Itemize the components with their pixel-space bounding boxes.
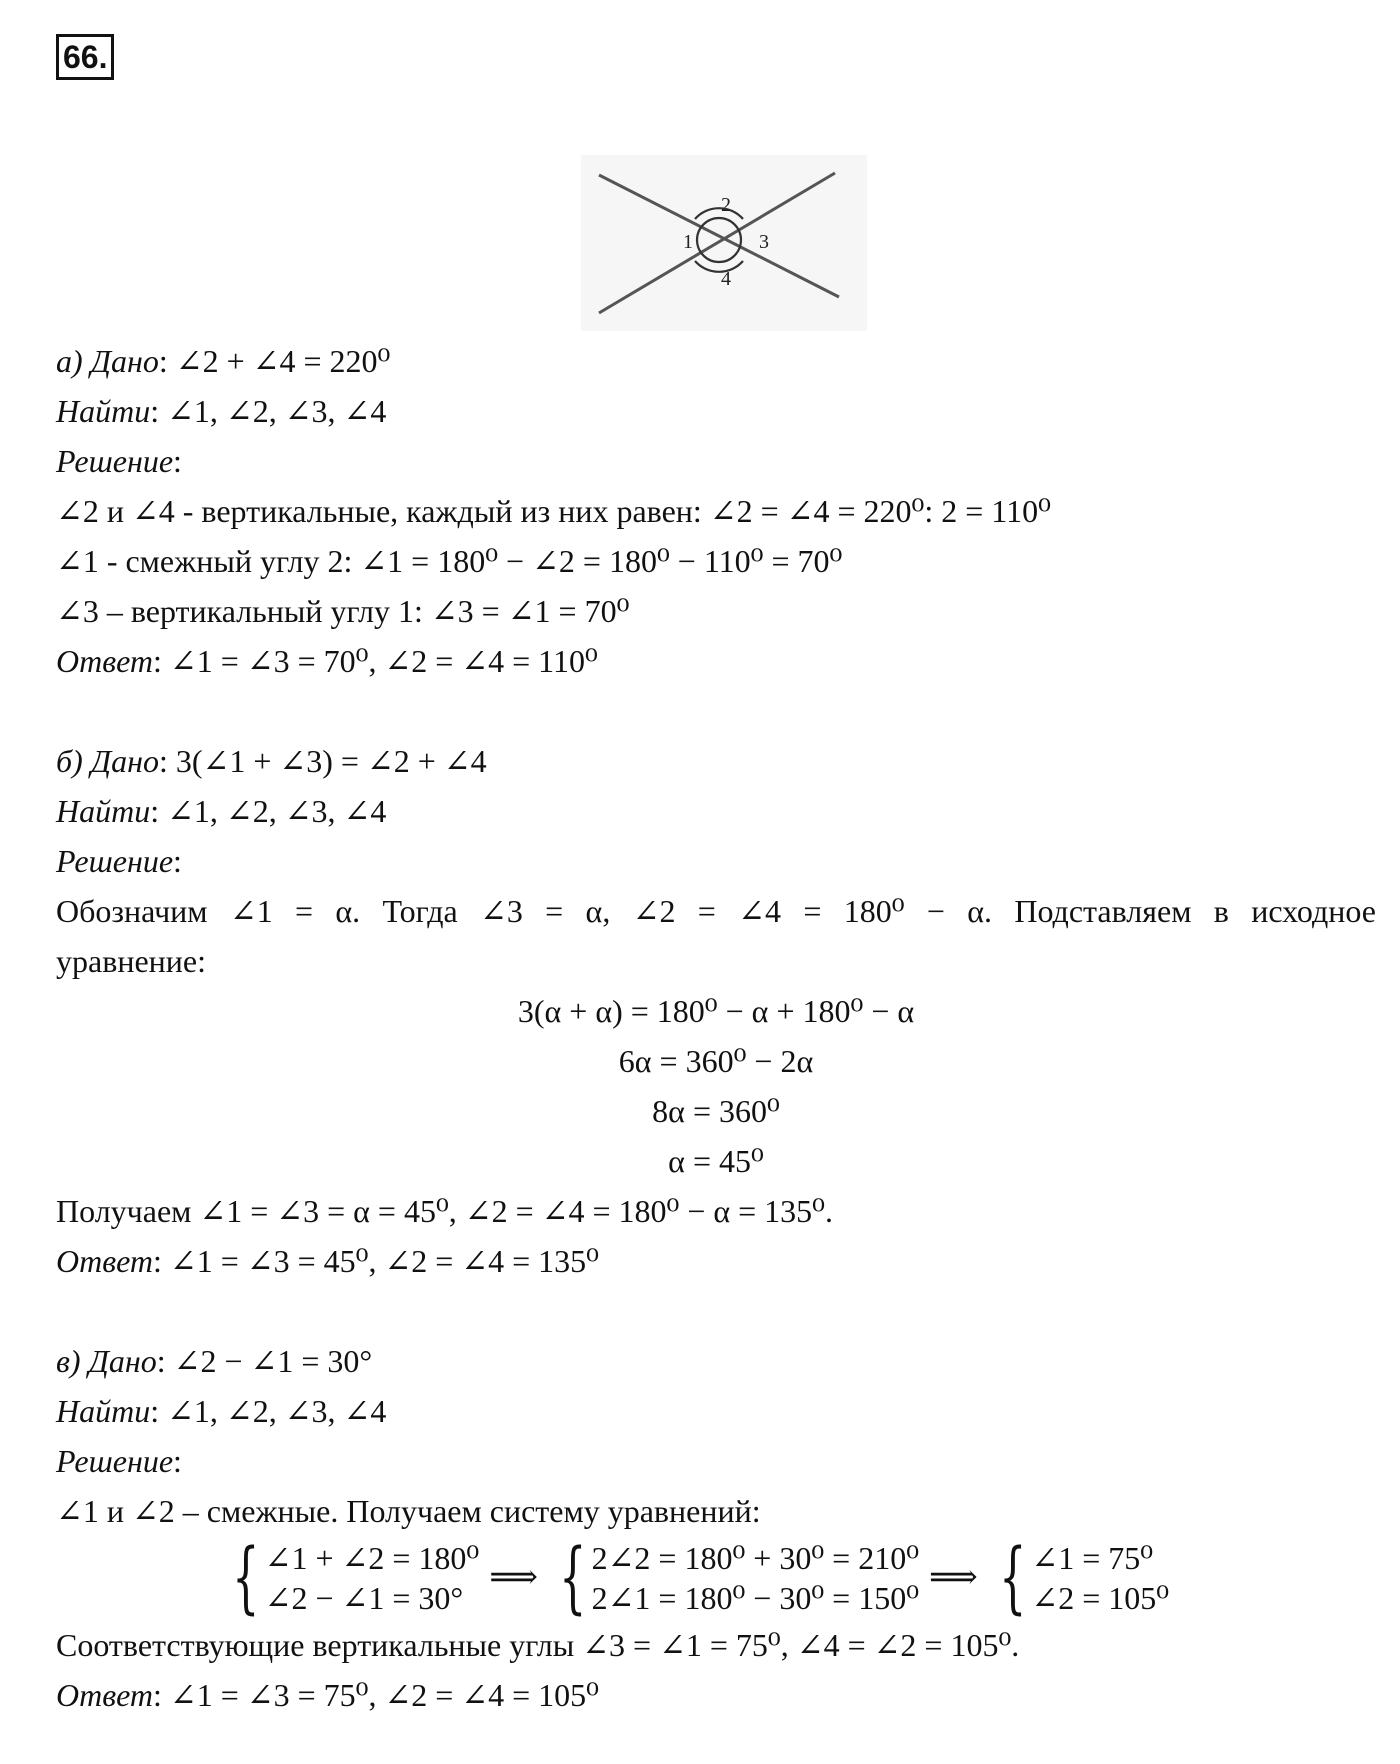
given-label: б) Дано xyxy=(56,743,159,779)
answer-text: : ∠1 = ∠3 = 45⁰, ∠2 = ∠4 = 135⁰ xyxy=(153,1243,599,1279)
part-c xyxy=(56,1336,1376,1720)
given-text: : ∠2 + ∠4 = 220⁰ xyxy=(158,343,391,379)
part-c-answer xyxy=(56,1670,1376,1720)
find-label: Найти xyxy=(56,393,151,429)
part-a-solution-heading xyxy=(56,436,1376,486)
answer-text: : ∠1 = ∠3 = 75⁰, ∠2 = ∠4 = 105⁰ xyxy=(153,1677,599,1713)
part-b-find xyxy=(56,786,1376,836)
part-b-equation-2: 6α = 360⁰ − 2α xyxy=(618,1043,814,1079)
part-b-given xyxy=(56,736,1376,786)
part-b-intro-cont: уравнение: xyxy=(56,943,206,979)
vertical-angles-figure xyxy=(581,155,867,331)
system-1-eq-2: ∠2 − ∠1 = 30° xyxy=(264,1580,464,1616)
part-a xyxy=(56,336,1376,686)
answer-label: Ответ xyxy=(56,643,153,679)
find-text: : ∠1, ∠2, ∠3, ∠4 xyxy=(150,393,387,429)
part-a-find xyxy=(56,386,1376,436)
solution-label: Решение xyxy=(56,443,174,479)
find-text: : ∠1, ∠2, ∠3, ∠4 xyxy=(150,1393,387,1429)
part-b-solution-heading xyxy=(56,836,1376,886)
part-b-equation-1: 3(α + α) = 180⁰ − α + 180⁰ − α xyxy=(517,993,915,1029)
system-2-eq-1: 2∠2 = 180⁰ + 30⁰ = 210⁰ xyxy=(591,1540,920,1576)
part-c-solution-heading xyxy=(56,1436,1376,1486)
part-c-given xyxy=(56,1336,1376,1386)
system-2 xyxy=(592,1538,919,1618)
given-text: : ∠2 − ∠1 = 30° xyxy=(156,1343,373,1379)
part-c-result: Соответствующие вертикальные углы ∠3 = ∠1 = 75⁰, ∠4 = ∠2 = 105⁰. xyxy=(56,1627,1020,1663)
system-3 xyxy=(1031,1538,1169,1618)
part-a-step-3: ∠3 – вертикальный углу 1: ∠3 = ∠1 = 70⁰ xyxy=(56,593,630,629)
system-3-eq-1: ∠1 = 75⁰ xyxy=(1031,1540,1154,1576)
part-a-given xyxy=(56,336,1376,386)
left-brace: { xyxy=(559,1533,587,1623)
part-a-answer xyxy=(56,636,1376,686)
part-b xyxy=(56,736,1376,1286)
solution-label: Решение xyxy=(56,1443,174,1479)
part-b-answer xyxy=(56,1236,1376,1286)
find-label: Найти xyxy=(56,1393,151,1429)
solution-colon: : xyxy=(173,843,182,879)
part-b-result: Получаем ∠1 = ∠3 = α = 45⁰, ∠2 = ∠4 = 180⁰ − α = 135⁰. xyxy=(56,1193,833,1229)
part-b-equation-3: 8α = 360⁰ xyxy=(652,1093,780,1129)
system-3-eq-2: ∠2 = 105⁰ xyxy=(1031,1580,1170,1616)
find-text: : ∠1, ∠2, ∠3, ∠4 xyxy=(150,793,387,829)
answer-label: Ответ xyxy=(56,1677,153,1713)
implies-arrow: ⟹ xyxy=(929,1559,978,1596)
given-label: а) Дано xyxy=(56,343,159,379)
angle-label-2: 2 xyxy=(721,194,731,216)
part-a-step-1: ∠2 и ∠4 - вертикальные, каждый из них равен: ∠2 = ∠4 = 220⁰: 2 = 110⁰ xyxy=(56,493,1051,529)
part-a-step-2: ∠1 - смежный углу 2: ∠1 = 180⁰ − ∠2 = 180⁰ − 110⁰ = 70⁰ xyxy=(56,543,843,579)
part-c-find xyxy=(56,1386,1376,1436)
left-brace: { xyxy=(232,1533,260,1623)
find-label: Найти xyxy=(56,793,151,829)
left-brace: { xyxy=(998,1533,1027,1623)
answer-text: : ∠1 = ∠3 = 70⁰, ∠2 = ∠4 = 110⁰ xyxy=(153,643,598,679)
given-label: в) Дано xyxy=(56,1343,157,1379)
angle-label-4: 4 xyxy=(721,268,731,290)
problem-number: 66. xyxy=(56,34,114,80)
part-b-intro: Обозначим ∠1 = α. Тогда ∠3 = α, ∠2 = ∠4 = 180⁰ − α. Подставляем в исходное xyxy=(56,893,1376,929)
part-c-intro: ∠1 и ∠2 – смежные. Получаем систему уравнений: xyxy=(56,1493,761,1529)
solution-label: Решение xyxy=(56,843,174,879)
system-2-eq-2: 2∠1 = 180⁰ − 30⁰ = 150⁰ xyxy=(591,1580,920,1616)
system-1-eq-1: ∠1 + ∠2 = 180⁰ xyxy=(264,1540,480,1576)
system-1 xyxy=(265,1538,480,1618)
answer-label: Ответ xyxy=(56,1243,153,1279)
solution-colon: : xyxy=(173,443,182,479)
part-b-equation-4: α = 45⁰ xyxy=(668,1143,764,1179)
implies-arrow: ⟹ xyxy=(489,1559,538,1596)
given-text: : 3(∠1 + ∠3) = ∠2 + ∠4 xyxy=(158,743,487,779)
equation-system-chain xyxy=(56,1533,1376,1623)
solution-colon: : xyxy=(173,1443,182,1479)
angle-label-1: 1 xyxy=(683,231,693,253)
angle-label-3: 3 xyxy=(759,231,769,253)
